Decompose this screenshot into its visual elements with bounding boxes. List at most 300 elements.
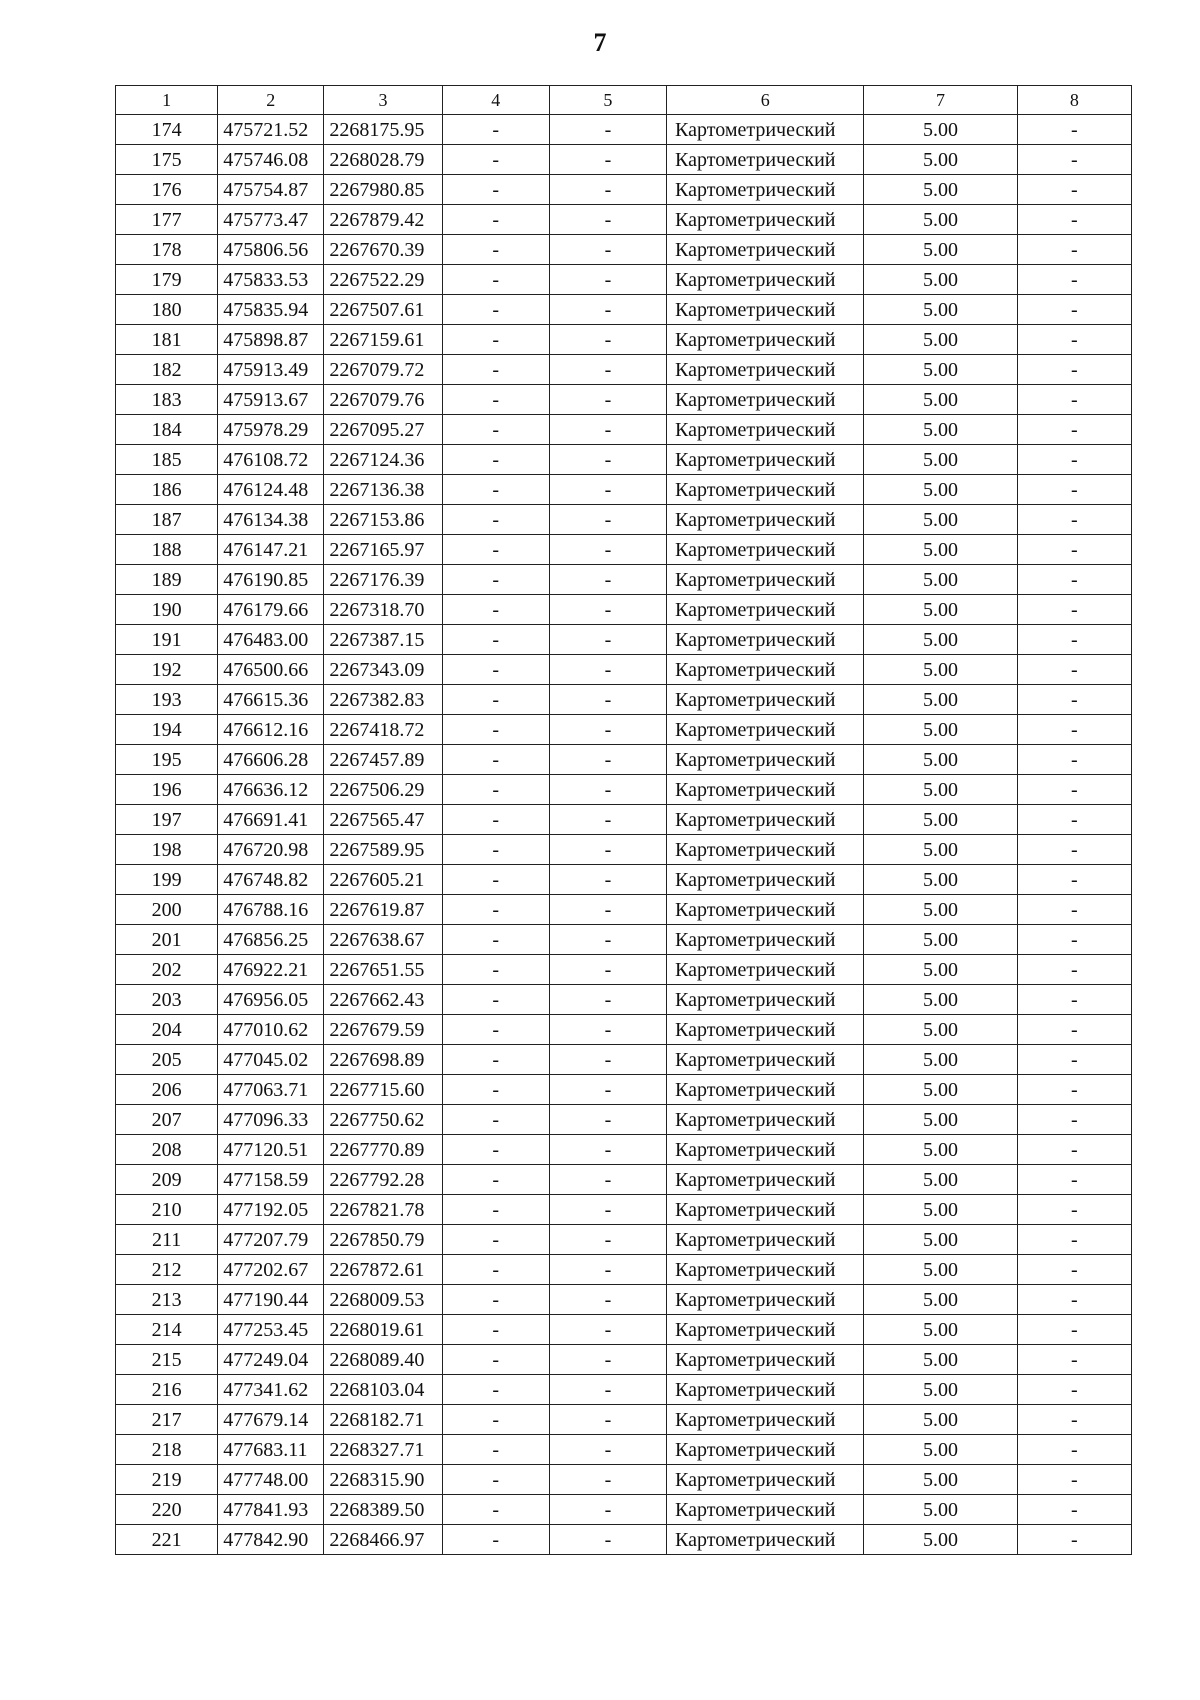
point-number-cell: 209 [116,1165,218,1195]
method-cell: Картометрический [667,1135,864,1165]
column-5-cell: - [549,1075,666,1105]
column-8-cell: - [1017,595,1131,625]
table-row [116,865,1132,895]
y-coordinate-cell: 2268009.53 [324,1285,442,1315]
column-8-cell: - [1017,1255,1131,1285]
point-number-cell: 192 [116,655,218,685]
y-coordinate-cell: 2267638.67 [324,925,442,955]
method-cell: Картометрический [667,1195,864,1225]
x-coordinate-cell: 476788.16 [218,895,324,925]
accuracy-cell: 5.00 [864,445,1017,475]
point-number-cell: 197 [116,805,218,835]
y-coordinate-cell: 2268466.97 [324,1525,442,1555]
column-4-cell: - [442,745,549,775]
y-coordinate-cell: 2267506.29 [324,775,442,805]
point-number-cell: 186 [116,475,218,505]
column-4-cell: - [442,1255,549,1285]
point-number-cell: 174 [116,115,218,145]
method-cell: Картометрический [667,1495,864,1525]
column-8-cell: - [1017,175,1131,205]
table-row [116,145,1132,175]
column-4-cell: - [442,625,549,655]
column-4-cell: - [442,1075,549,1105]
table-row [116,325,1132,355]
method-cell: Картометрический [667,595,864,625]
table-row [116,625,1132,655]
column-5-cell: - [549,1405,666,1435]
column-8-cell: - [1017,655,1131,685]
method-cell: Картометрический [667,1315,864,1345]
column-5-cell: - [549,355,666,385]
x-coordinate-cell: 477253.45 [218,1315,324,1345]
point-number-cell: 189 [116,565,218,595]
method-cell: Картометрический [667,415,864,445]
column-5-cell: - [549,1435,666,1465]
column-5-cell: - [549,415,666,445]
column-4-cell: - [442,1495,549,1525]
column-8-cell: - [1017,1105,1131,1135]
column-8-cell: - [1017,1405,1131,1435]
accuracy-cell: 5.00 [864,625,1017,655]
x-coordinate-cell: 475835.94 [218,295,324,325]
point-number-cell: 180 [116,295,218,325]
point-number-cell: 214 [116,1315,218,1345]
table-row [116,925,1132,955]
column-4-cell: - [442,175,549,205]
table-row [116,1525,1132,1555]
table-row [116,1105,1132,1135]
y-coordinate-cell: 2267095.27 [324,415,442,445]
point-number-cell: 200 [116,895,218,925]
y-coordinate-cell: 2267679.59 [324,1015,442,1045]
column-8-cell: - [1017,1195,1131,1225]
column-5-cell: - [549,1525,666,1555]
y-coordinate-cell: 2268103.04 [324,1375,442,1405]
column-4-cell: - [442,685,549,715]
method-cell: Картометрический [667,775,864,805]
point-number-cell: 220 [116,1495,218,1525]
method-cell: Картометрический [667,1105,864,1135]
table-row [116,775,1132,805]
point-number-cell: 208 [116,1135,218,1165]
y-coordinate-cell: 2267418.72 [324,715,442,745]
column-5-cell: - [549,1015,666,1045]
method-cell: Картометрический [667,475,864,505]
method-cell: Картометрический [667,355,864,385]
table-row [116,1135,1132,1165]
method-cell: Картометрический [667,655,864,685]
table-row [116,535,1132,565]
x-coordinate-cell: 475978.29 [218,415,324,445]
y-coordinate-cell: 2267165.97 [324,535,442,565]
x-coordinate-cell: 476606.28 [218,745,324,775]
accuracy-cell: 5.00 [864,955,1017,985]
column-8-cell: - [1017,445,1131,475]
table-row [116,415,1132,445]
accuracy-cell: 5.00 [864,1405,1017,1435]
y-coordinate-cell: 2268315.90 [324,1465,442,1495]
accuracy-cell: 5.00 [864,1135,1017,1165]
method-cell: Картометрический [667,625,864,655]
method-cell: Картометрический [667,265,864,295]
accuracy-cell: 5.00 [864,865,1017,895]
y-coordinate-cell: 2267079.72 [324,355,442,385]
column-8-cell: - [1017,265,1131,295]
column-8-cell: - [1017,1525,1131,1555]
column-8-cell: - [1017,1075,1131,1105]
accuracy-cell: 5.00 [864,505,1017,535]
table-row [116,1015,1132,1045]
accuracy-cell: 5.00 [864,145,1017,175]
column-4-cell: - [442,1285,549,1315]
column-5-cell: - [549,1375,666,1405]
table-row [116,385,1132,415]
accuracy-cell: 5.00 [864,1225,1017,1255]
table-row [116,1255,1132,1285]
column-8-cell: - [1017,415,1131,445]
method-cell: Картометрический [667,1285,864,1315]
column-5-cell: - [549,1045,666,1075]
y-coordinate-cell: 2267507.61 [324,295,442,325]
column-8-cell: - [1017,775,1131,805]
column-5-cell: - [549,775,666,805]
table-row [116,295,1132,325]
x-coordinate-cell: 476108.72 [218,445,324,475]
x-coordinate-cell: 476612.16 [218,715,324,745]
column-5-cell: - [549,895,666,925]
y-coordinate-cell: 2267850.79 [324,1225,442,1255]
accuracy-cell: 5.00 [864,1375,1017,1405]
accuracy-cell: 5.00 [864,1465,1017,1495]
accuracy-cell: 5.00 [864,685,1017,715]
table-row [116,115,1132,145]
point-number-cell: 194 [116,715,218,745]
method-cell: Картометрический [667,1405,864,1435]
method-cell: Картометрический [667,565,864,595]
point-number-cell: 210 [116,1195,218,1225]
accuracy-cell: 5.00 [864,1165,1017,1195]
column-5-cell: - [549,475,666,505]
y-coordinate-cell: 2267343.09 [324,655,442,685]
y-coordinate-cell: 2267079.76 [324,385,442,415]
column-5-cell: - [549,295,666,325]
x-coordinate-cell: 477202.67 [218,1255,324,1285]
accuracy-cell: 5.00 [864,385,1017,415]
accuracy-cell: 5.00 [864,595,1017,625]
accuracy-cell: 5.00 [864,1105,1017,1135]
y-coordinate-cell: 2268389.50 [324,1495,442,1525]
accuracy-cell: 5.00 [864,265,1017,295]
y-coordinate-cell: 2268327.71 [324,1435,442,1465]
column-5-cell: - [549,565,666,595]
point-number-cell: 216 [116,1375,218,1405]
method-cell: Картометрический [667,445,864,475]
y-coordinate-cell: 2267792.28 [324,1165,442,1195]
method-cell: Картометрический [667,295,864,325]
point-number-cell: 185 [116,445,218,475]
x-coordinate-cell: 476147.21 [218,535,324,565]
column-4-cell: - [442,955,549,985]
y-coordinate-cell: 2267589.95 [324,835,442,865]
column-5-cell: - [549,505,666,535]
column-4-cell: - [442,595,549,625]
accuracy-cell: 5.00 [864,1435,1017,1465]
column-8-cell: - [1017,715,1131,745]
column-8-cell: - [1017,1495,1131,1525]
column-5-cell: - [549,1315,666,1345]
column-5-cell: - [549,835,666,865]
column-8-cell: - [1017,325,1131,355]
column-5-cell: - [549,145,666,175]
column-5-cell: - [549,655,666,685]
column-5-cell: - [549,235,666,265]
accuracy-cell: 5.00 [864,715,1017,745]
column-5-cell: - [549,205,666,235]
point-number-cell: 213 [116,1285,218,1315]
header-row [116,86,1132,115]
column-4-cell: - [442,535,549,565]
x-coordinate-cell: 475833.53 [218,265,324,295]
column-5-cell: - [549,685,666,715]
column-header: 2 [218,86,324,115]
method-cell: Картометрический [667,1435,864,1465]
point-number-cell: 205 [116,1045,218,1075]
column-header: 5 [549,86,666,115]
x-coordinate-cell: 475898.87 [218,325,324,355]
y-coordinate-cell: 2267872.61 [324,1255,442,1285]
y-coordinate-cell: 2267159.61 [324,325,442,355]
method-cell: Картометрический [667,1075,864,1105]
column-5-cell: - [549,265,666,295]
y-coordinate-cell: 2267457.89 [324,745,442,775]
point-number-cell: 182 [116,355,218,385]
y-coordinate-cell: 2268089.40 [324,1345,442,1375]
point-number-cell: 217 [116,1405,218,1435]
y-coordinate-cell: 2267382.83 [324,685,442,715]
column-4-cell: - [442,1435,549,1465]
y-coordinate-cell: 2267153.86 [324,505,442,535]
table-row [116,355,1132,385]
y-coordinate-cell: 2267879.42 [324,205,442,235]
x-coordinate-cell: 476179.66 [218,595,324,625]
table-row [116,235,1132,265]
accuracy-cell: 5.00 [864,355,1017,385]
point-number-cell: 204 [116,1015,218,1045]
column-5-cell: - [549,535,666,565]
table-row [116,835,1132,865]
point-number-cell: 218 [116,1435,218,1465]
column-4-cell: - [442,1195,549,1225]
accuracy-cell: 5.00 [864,205,1017,235]
column-5-cell: - [549,175,666,205]
accuracy-cell: 5.00 [864,655,1017,685]
y-coordinate-cell: 2267670.39 [324,235,442,265]
method-cell: Картометрический [667,955,864,985]
method-cell: Картометрический [667,115,864,145]
x-coordinate-cell: 477096.33 [218,1105,324,1135]
x-coordinate-cell: 477063.71 [218,1075,324,1105]
accuracy-cell: 5.00 [864,175,1017,205]
coordinates-table [115,85,1132,1555]
column-8-cell: - [1017,535,1131,565]
x-coordinate-cell: 477158.59 [218,1165,324,1195]
column-5-cell: - [549,1105,666,1135]
column-header: 7 [864,86,1017,115]
column-4-cell: - [442,895,549,925]
y-coordinate-cell: 2267662.43 [324,985,442,1015]
x-coordinate-cell: 476134.38 [218,505,324,535]
point-number-cell: 177 [116,205,218,235]
table-row [116,1465,1132,1495]
column-4-cell: - [442,205,549,235]
point-number-cell: 176 [116,175,218,205]
column-8-cell: - [1017,235,1131,265]
table-row [116,1405,1132,1435]
y-coordinate-cell: 2267522.29 [324,265,442,295]
x-coordinate-cell: 477190.44 [218,1285,324,1315]
y-coordinate-cell: 2268028.79 [324,145,442,175]
table-row [116,745,1132,775]
accuracy-cell: 5.00 [864,1195,1017,1225]
x-coordinate-cell: 477683.11 [218,1435,324,1465]
table-row [116,955,1132,985]
column-4-cell: - [442,775,549,805]
accuracy-cell: 5.00 [864,475,1017,505]
column-4-cell: - [442,565,549,595]
table-row [116,565,1132,595]
point-number-cell: 199 [116,865,218,895]
table-row [116,1165,1132,1195]
column-4-cell: - [442,325,549,355]
y-coordinate-cell: 2267698.89 [324,1045,442,1075]
x-coordinate-cell: 477010.62 [218,1015,324,1045]
x-coordinate-cell: 477341.62 [218,1375,324,1405]
table-row [116,895,1132,925]
column-4-cell: - [442,1375,549,1405]
point-number-cell: 212 [116,1255,218,1285]
method-cell: Картометрический [667,1045,864,1075]
method-cell: Картометрический [667,1345,864,1375]
x-coordinate-cell: 476922.21 [218,955,324,985]
column-8-cell: - [1017,745,1131,775]
x-coordinate-cell: 475746.08 [218,145,324,175]
column-5-cell: - [549,1495,666,1525]
x-coordinate-cell: 477045.02 [218,1045,324,1075]
accuracy-cell: 5.00 [864,1315,1017,1345]
y-coordinate-cell: 2267750.62 [324,1105,442,1135]
point-number-cell: 175 [116,145,218,175]
column-5-cell: - [549,1465,666,1495]
method-cell: Картометрический [667,1525,864,1555]
method-cell: Картометрический [667,145,864,175]
table-row [116,1285,1132,1315]
column-8-cell: - [1017,355,1131,385]
column-5-cell: - [549,1225,666,1255]
column-5-cell: - [549,325,666,355]
method-cell: Картометрический [667,325,864,355]
point-number-cell: 196 [116,775,218,805]
column-8-cell: - [1017,865,1131,895]
table-row [116,685,1132,715]
point-number-cell: 203 [116,985,218,1015]
point-number-cell: 191 [116,625,218,655]
column-8-cell: - [1017,475,1131,505]
table-body [116,115,1132,1555]
table-row [116,595,1132,625]
y-coordinate-cell: 2267770.89 [324,1135,442,1165]
column-4-cell: - [442,1525,549,1555]
point-number-cell: 221 [116,1525,218,1555]
column-4-cell: - [442,655,549,685]
column-4-cell: - [442,805,549,835]
method-cell: Картометрический [667,745,864,775]
x-coordinate-cell: 476720.98 [218,835,324,865]
column-5-cell: - [549,1195,666,1225]
column-8-cell: - [1017,955,1131,985]
column-5-cell: - [549,1135,666,1165]
column-8-cell: - [1017,1225,1131,1255]
y-coordinate-cell: 2267619.87 [324,895,442,925]
column-8-cell: - [1017,805,1131,835]
accuracy-cell: 5.00 [864,745,1017,775]
column-8-cell: - [1017,1015,1131,1045]
column-4-cell: - [442,415,549,445]
point-number-cell: 201 [116,925,218,955]
point-number-cell: 202 [116,955,218,985]
x-coordinate-cell: 476748.82 [218,865,324,895]
column-8-cell: - [1017,1135,1131,1165]
column-4-cell: - [442,385,549,415]
y-coordinate-cell: 2268175.95 [324,115,442,145]
column-4-cell: - [442,1465,549,1495]
x-coordinate-cell: 477249.04 [218,1345,324,1375]
column-header: 8 [1017,86,1131,115]
accuracy-cell: 5.00 [864,1075,1017,1105]
table-header [116,86,1132,115]
column-5-cell: - [549,985,666,1015]
x-coordinate-cell: 475721.52 [218,115,324,145]
column-5-cell: - [549,1285,666,1315]
y-coordinate-cell: 2267821.78 [324,1195,442,1225]
accuracy-cell: 5.00 [864,1525,1017,1555]
x-coordinate-cell: 477841.93 [218,1495,324,1525]
x-coordinate-cell: 475773.47 [218,205,324,235]
column-4-cell: - [442,835,549,865]
column-5-cell: - [549,925,666,955]
accuracy-cell: 5.00 [864,1495,1017,1525]
column-5-cell: - [549,1165,666,1195]
accuracy-cell: 5.00 [864,535,1017,565]
method-cell: Картометрический [667,985,864,1015]
y-coordinate-cell: 2267124.36 [324,445,442,475]
point-number-cell: 206 [116,1075,218,1105]
column-8-cell: - [1017,1315,1131,1345]
method-cell: Картометрический [667,715,864,745]
column-4-cell: - [442,865,549,895]
column-5-cell: - [549,1255,666,1285]
accuracy-cell: 5.00 [864,925,1017,955]
column-8-cell: - [1017,505,1131,535]
point-number-cell: 190 [116,595,218,625]
column-4-cell: - [442,505,549,535]
point-number-cell: 219 [116,1465,218,1495]
table-row [116,1495,1132,1525]
column-4-cell: - [442,115,549,145]
y-coordinate-cell: 2267318.70 [324,595,442,625]
column-8-cell: - [1017,1165,1131,1195]
accuracy-cell: 5.00 [864,1045,1017,1075]
point-number-cell: 179 [116,265,218,295]
